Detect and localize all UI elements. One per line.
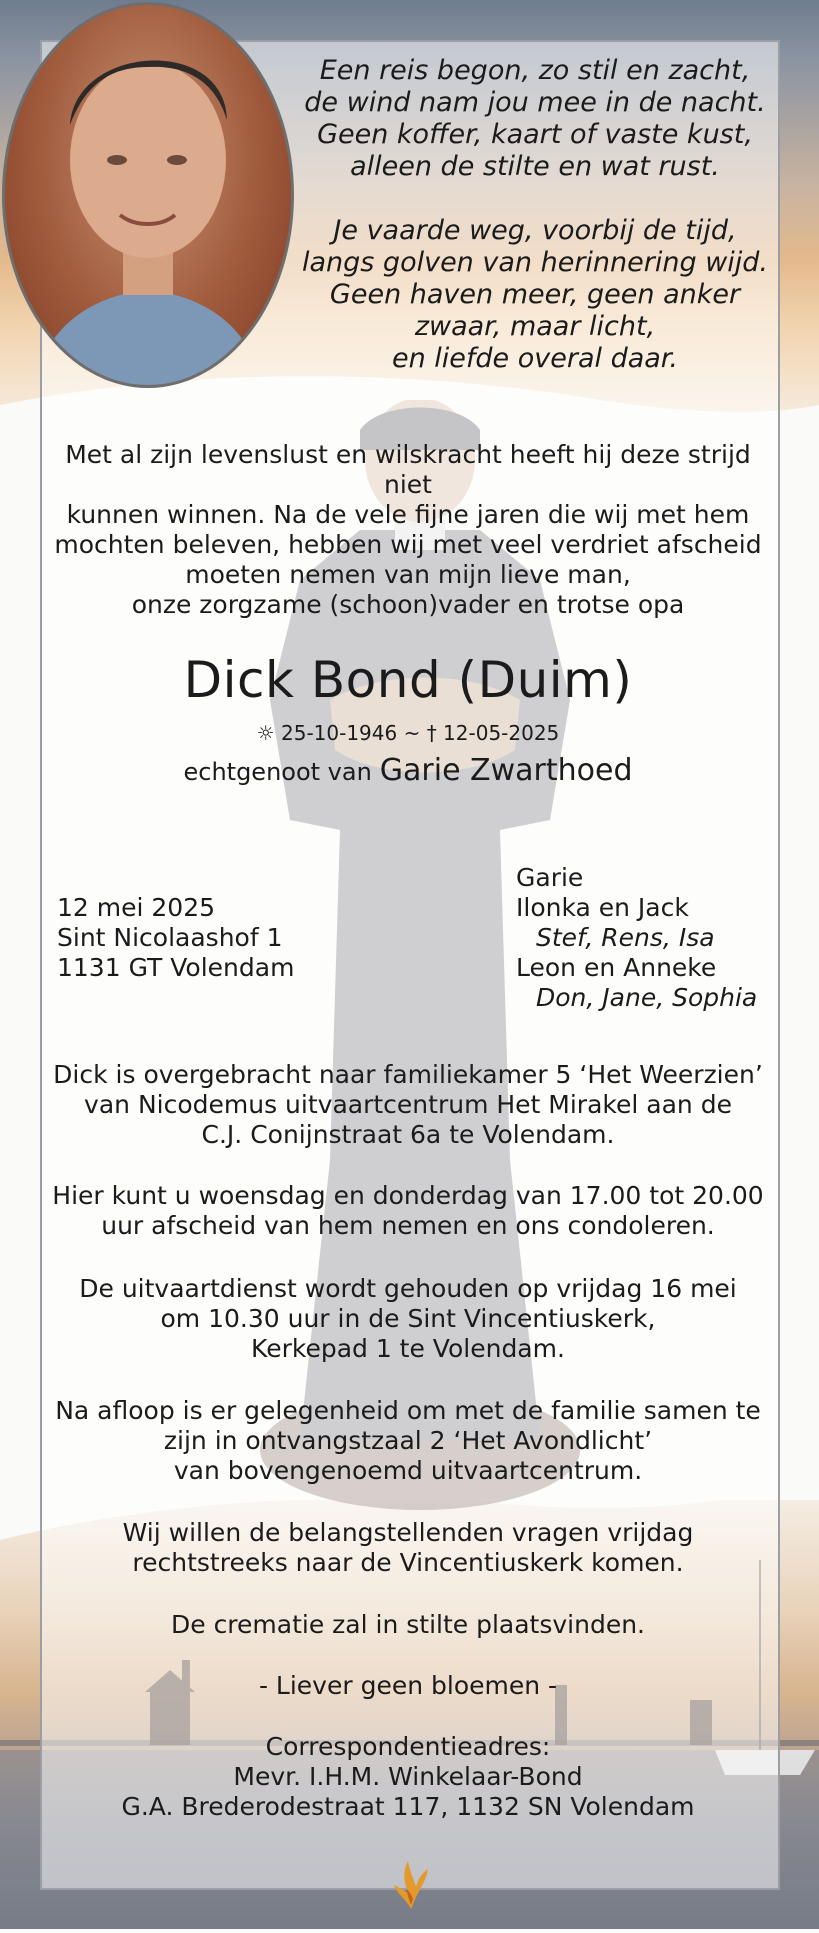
paragraph-line: Na afloop is er gelegenheid om met de familie samen te: [55, 1396, 761, 1425]
poem-line: Je vaarde weg, voorbij de tijd,: [333, 215, 737, 246]
poem-stanza-break: [290, 183, 780, 215]
poem: [290, 55, 780, 375]
paragraph-line: van Nicodemus uitvaartcentrum Het Mirakel aan de: [84, 1090, 732, 1119]
poem-line: zwaar, maar licht,: [414, 311, 656, 342]
paragraph-line: Kerkepad 1 te Volendam.: [251, 1334, 565, 1363]
correspondence-name: Mevr. I.H.M. Winkelaar-Bond: [233, 1762, 583, 1791]
paragraph-line: Dick is overgebracht naar familiekamer 5 ‘Het Weerzien’: [53, 1060, 763, 1089]
paragraph-line: om 10.30 uur in de Sint Vincentiuskerk,: [160, 1304, 656, 1333]
poem-line: alleen de stilte en wat rust.: [350, 151, 720, 182]
correspondence-address: G.A. Brederodestraat 117, 1132 SN Volendam: [121, 1792, 695, 1821]
paragraph-line: - Liever geen bloemen -: [258, 1671, 558, 1700]
no-flowers-note: [40, 1671, 776, 1701]
portrait-figure: [5, 5, 291, 385]
paragraph-line: De crematie zal in stilte plaatsvinden.: [170, 1610, 645, 1639]
service-paragraph: [40, 1274, 776, 1364]
address-street: Sint Nicolaashof 1: [57, 923, 283, 952]
intro-line: mochten beleven, hebben wij met veel verdriet afscheid: [54, 530, 762, 559]
paragraph-line: van bovengenoemd uitvaartcentrum.: [173, 1456, 643, 1485]
poem-line: Geen koffer, kaart of vaste kust,: [317, 119, 753, 150]
paragraph-line: Wij willen de belangstellenden vragen vrijdag: [122, 1518, 694, 1547]
poem-line: de wind nam jou mee in de nacht.: [304, 87, 766, 118]
paragraph-line: Hier kunt u woensdag en donderdag van 17.00 tot 20.00: [52, 1181, 764, 1210]
phoenix-logo-icon: [388, 1855, 434, 1911]
family-block: [516, 863, 757, 1013]
correspondence-block: [40, 1732, 776, 1822]
grandchildren: Don, Jane, Sophia: [536, 983, 758, 1012]
announcement-date: 12 mei 2025: [57, 893, 216, 922]
visitation-paragraph: [40, 1181, 776, 1241]
cremation-paragraph: [40, 1610, 776, 1640]
poem-line: Geen haven meer, geen anker: [329, 279, 741, 310]
spouse-name: Garie Zwarthoed: [379, 753, 633, 788]
intro-line: kunnen winnen. Na de vele fijne jaren die wij met hem: [66, 500, 750, 529]
family-member: Garie: [516, 863, 584, 892]
reception-paragraph: [40, 1396, 776, 1486]
grandchildren: Stef, Rens, Isa: [536, 923, 715, 952]
deceased-name: Dick Bond (Duim): [183, 651, 633, 709]
spouse-line: [40, 753, 776, 788]
paragraph-line: De uitvaartdienst wordt gehouden op vrijdag 16 mei: [79, 1274, 737, 1303]
request-paragraph: [40, 1518, 776, 1578]
funeral-info-paragraph: [40, 1060, 776, 1150]
poem-line: en liefde overal daar.: [391, 343, 679, 374]
intro-line: Met al zijn levenslust en wilskracht heeft hij deze strijd niet: [65, 440, 751, 499]
correspondence-label: Correspondentieadres:: [265, 1732, 551, 1761]
family-member: Leon en Anneke: [516, 953, 717, 982]
address-city: 1131 GT Volendam: [57, 953, 295, 982]
paragraph-line: uur afscheid van hem nemen en ons condoleren.: [101, 1211, 715, 1240]
intro-line: onze zorgzame (schoon)vader en trotse opa: [131, 590, 685, 619]
portrait-photo: [2, 2, 294, 388]
poem-line: Een reis begon, zo stil en zacht,: [319, 55, 751, 86]
paragraph-line: zijn in ontvangstzaal 2 ‘Het Avondlicht’: [163, 1426, 653, 1455]
intro-line: moeten nemen van mijn lieve man,: [185, 560, 631, 589]
address-block: [57, 893, 294, 983]
paragraph-line: rechtstreeks naar de Vincentiuskerk komen.: [132, 1548, 684, 1577]
life-dates: ☼ 25-10-1946 ~ † 12-05-2025: [256, 721, 560, 745]
family-member: Ilonka en Jack: [516, 893, 689, 922]
intro-text: [40, 440, 776, 620]
spouse-prefix: echtgenoot van: [183, 758, 372, 786]
paragraph-line: C.J. Conijnstraat 6a te Volendam.: [201, 1120, 615, 1149]
poem-line: langs golven van herinnering wijd.: [301, 247, 768, 278]
